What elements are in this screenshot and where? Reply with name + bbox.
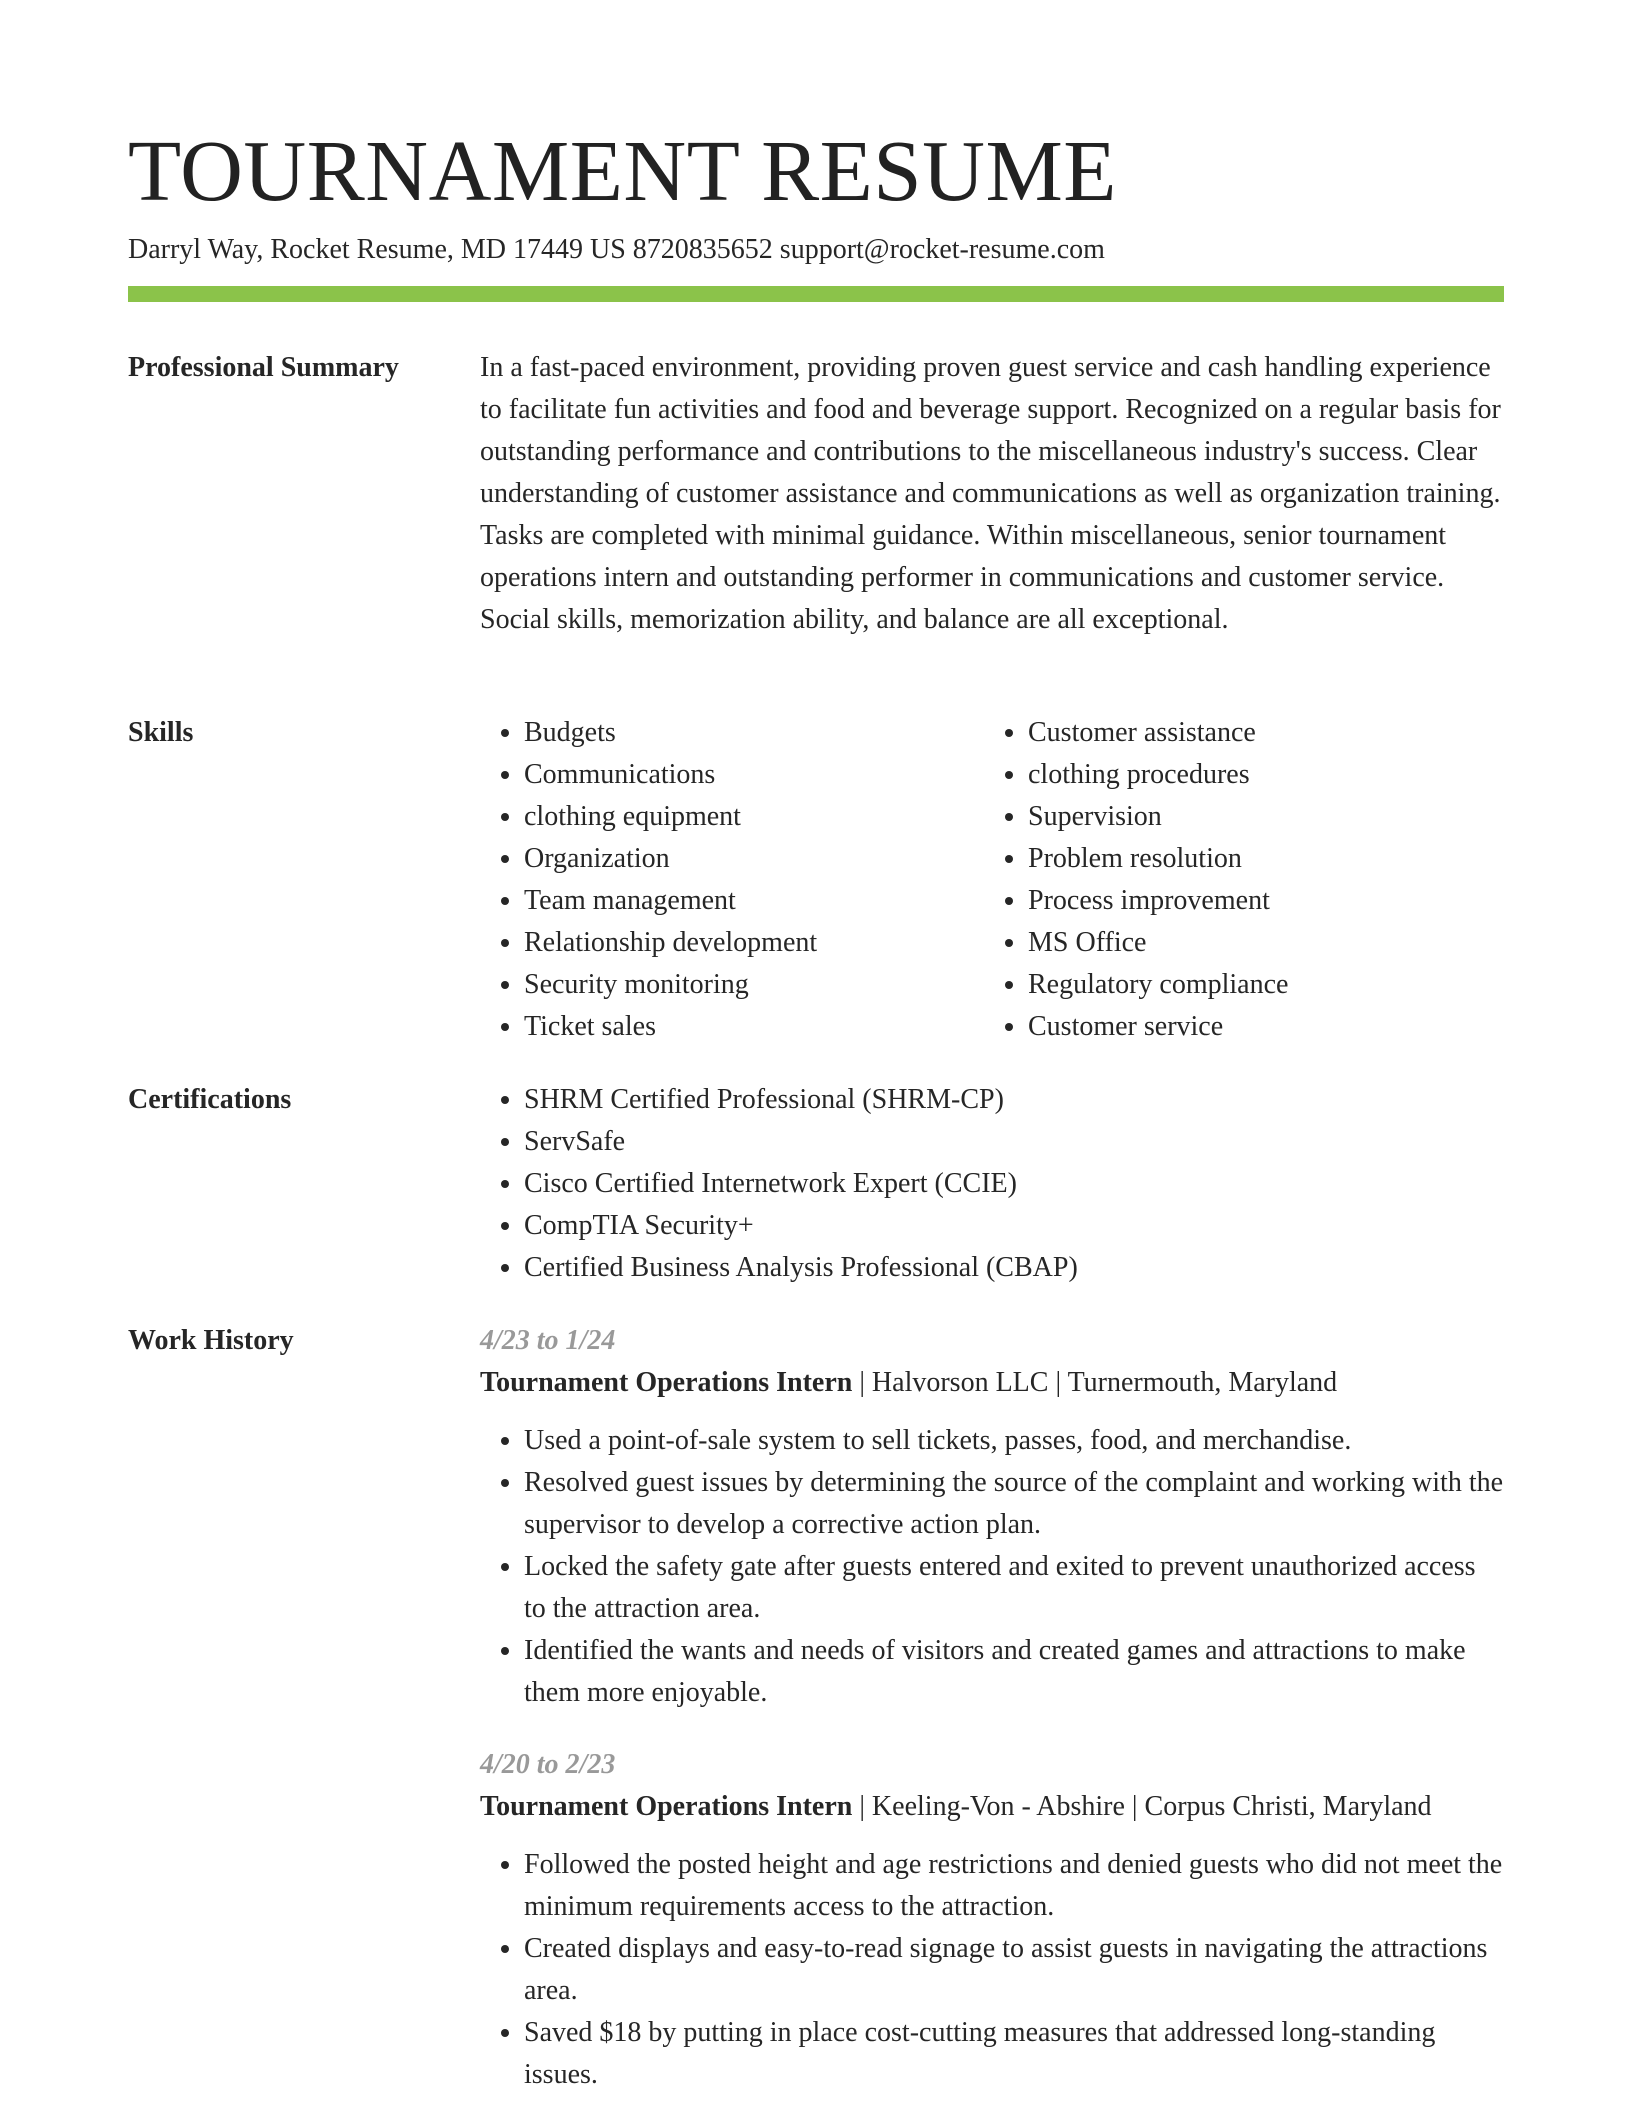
skill-item: • Relationship development: [524, 922, 984, 964]
summary-text: In a fast-paced environment, providing proven guest service and cash handling experience to facilitate fun activities and food and beverage support. Recognized on a regular basis for outstanding performance and contributions to the miscellaneous industry's success. Clear understanding of customer assistance and communications as well as organization training. Tasks are completed with minimal guidance. Within miscellaneous, senior tournament operations intern and outstanding performer in communications and customer service. Social skills, memorization ability, and balance are all exceptional.: [480, 352, 1501, 635]
job-bullet: • Resolved guest issues by determining the source of the complaint and working with the supervisor to develop a corrective action plan.: [524, 1462, 1504, 1546]
summary-label: Professional Summary: [128, 352, 399, 383]
skills-column-left: [480, 712, 984, 1048]
skills-column-right: [984, 712, 1488, 1048]
skills-section: [480, 712, 1504, 1048]
skill-item: • Organization: [524, 838, 984, 880]
skill-item: • Supervision: [1028, 796, 1488, 838]
job-heading: [480, 1786, 1504, 1828]
job-bullet: • Saved $18 by putting in place cost-cutting measures that addressed long-standing issues.: [524, 2012, 1504, 2096]
job-details: | Keeling-Von - Abshire | Corpus Christi, Maryland: [852, 1791, 1432, 1822]
job-dates: 4/20 to 2/23: [480, 1749, 616, 1780]
summary-section: [480, 347, 1504, 641]
job-bullet: • Identified the wants and needs of visitors and created games and attractions to make them more enjoyable.: [524, 1630, 1504, 1714]
job-details: | Halvorson LLC | Turnermouth, Maryland: [852, 1367, 1338, 1398]
resume-title: TOURNAMENT RESUME: [128, 122, 1117, 219]
skill-item: • Customer assistance: [1028, 712, 1488, 754]
skill-item: • MS Office: [1028, 922, 1488, 964]
skill-item: • Ticket sales: [524, 1006, 984, 1048]
job-bullet: • Followed the posted height and age restrictions and denied guests who did not meet the minimum requirements access to the attraction.: [524, 1844, 1504, 1928]
certification-item: • SHRM Certified Professional (SHRM-CP): [524, 1079, 1504, 1121]
job-dates: 4/23 to 1/24: [480, 1325, 616, 1356]
skill-item: • Team management: [524, 880, 984, 922]
skill-item: • Regulatory compliance: [1028, 964, 1488, 1006]
job-title: Tournament Operations Intern: [480, 1791, 853, 1822]
job-bullet: • Locked the safety gate after guests entered and exited to prevent unauthorized access to the attraction area.: [524, 1546, 1504, 1630]
skill-item: • Process improvement: [1028, 880, 1488, 922]
job-entry: [480, 1744, 1504, 2096]
job-title: Tournament Operations Intern: [480, 1367, 853, 1398]
skill-item: • Customer service: [1028, 1006, 1488, 1048]
certifications-label: Certifications: [128, 1084, 292, 1115]
skill-item: • clothing procedures: [1028, 754, 1488, 796]
skill-item: • clothing equipment: [524, 796, 984, 838]
skills-label: Skills: [128, 717, 194, 748]
skill-item: • Communications: [524, 754, 984, 796]
job-bullet: • Used a point-of-sale system to sell tickets, passes, food, and merchandise.: [524, 1420, 1504, 1462]
certifications-section: [480, 1079, 1504, 1289]
certification-item: • CompTIA Security+: [524, 1205, 1504, 1247]
job-entry: [480, 1320, 1504, 1714]
skill-item: • Budgets: [524, 712, 984, 754]
certification-item: • ServSafe: [524, 1121, 1504, 1163]
header-divider: [128, 286, 1504, 302]
skill-item: • Security monitoring: [524, 964, 984, 1006]
job-heading: [480, 1362, 1504, 1404]
certification-item: • Certified Business Analysis Professional (CBAP): [524, 1247, 1504, 1289]
job-bullet: • Created displays and easy-to-read signage to assist guests in navigating the attractions area.: [524, 1928, 1504, 2012]
certification-item: • Cisco Certified Internetwork Expert (CCIE): [524, 1163, 1504, 1205]
work-history-label: Work History: [128, 1325, 294, 1356]
contact-line: Darryl Way, Rocket Resume, MD 17449 US 8720835652 support@rocket-resume.com: [128, 234, 1105, 265]
skill-item: • Problem resolution: [1028, 838, 1488, 880]
